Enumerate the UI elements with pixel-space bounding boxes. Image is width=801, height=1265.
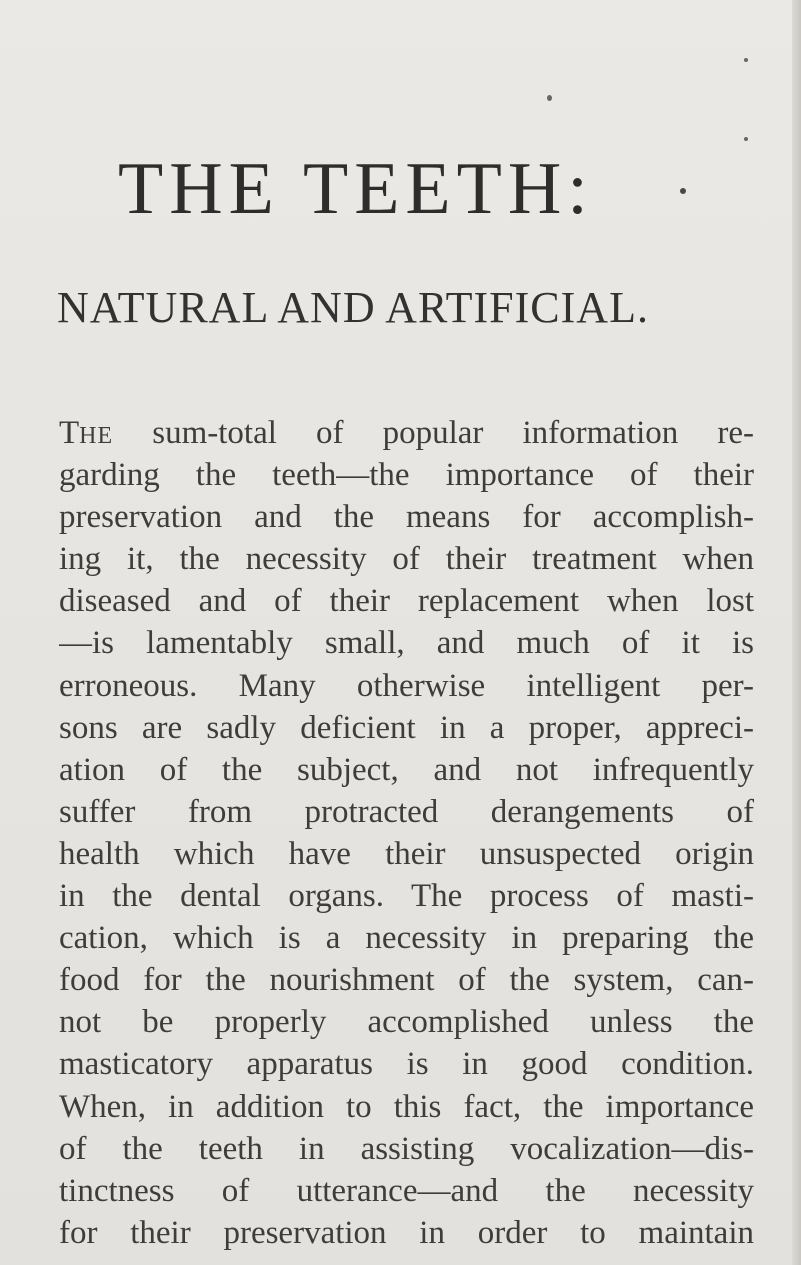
text-line (59, 412, 754, 454)
small-caps-initial: T (59, 415, 80, 451)
text-line: tinctness of utterance—and the necessity (59, 1172, 754, 1209)
paper-speck (744, 137, 748, 141)
text-line: preservation and the means for accomplish- (59, 499, 754, 536)
text-line: sons are sadly deficient in a proper, appreci- (59, 709, 754, 746)
text-line: erroneous. Many otherwise intelligent per- (59, 667, 754, 704)
text-line: cation, which is a necessity in preparing the (59, 920, 754, 957)
small-caps-rest: HE (79, 423, 114, 449)
body-paragraph (59, 412, 754, 1254)
text-line: for their preservation in order to maintain (59, 1214, 754, 1251)
text-line: not be properly accomplished unless the (59, 1004, 754, 1041)
text-line: masticatory apparatus is in good condition. (59, 1046, 754, 1083)
paper-speck (744, 58, 748, 62)
text-line: ing it, the necessity of their treatment when (59, 541, 754, 578)
text-line: food for the nourishment of the system, can- (59, 962, 754, 999)
text-line: diseased and of their replacement when lost (59, 583, 754, 620)
text-line: garding the teeth—the importance of their (59, 457, 754, 494)
paper-speck (547, 95, 552, 101)
text-line: suffer from protracted derangements of (59, 793, 754, 830)
text-line-content: sum-total of popular information re- (152, 415, 754, 451)
text-line: in the dental organs. The process of masti- (59, 878, 754, 915)
page-title: THE TEETH: (118, 148, 594, 230)
text-line: —is lamentably small, and much of it is (59, 625, 754, 662)
text-line: health which have their unsuspected origin (59, 835, 754, 872)
title-ornament-dot (680, 188, 686, 194)
text-line: ation of the subject, and not infrequently (59, 751, 754, 788)
page-edge-shadow (792, 0, 801, 1265)
text-line: of the teeth in assisting vocalization—dis- (59, 1130, 754, 1167)
text-line: When, in addition to this fact, the importance (59, 1088, 754, 1125)
page-subtitle: NATURAL AND ARTIFICIAL. (57, 283, 649, 332)
